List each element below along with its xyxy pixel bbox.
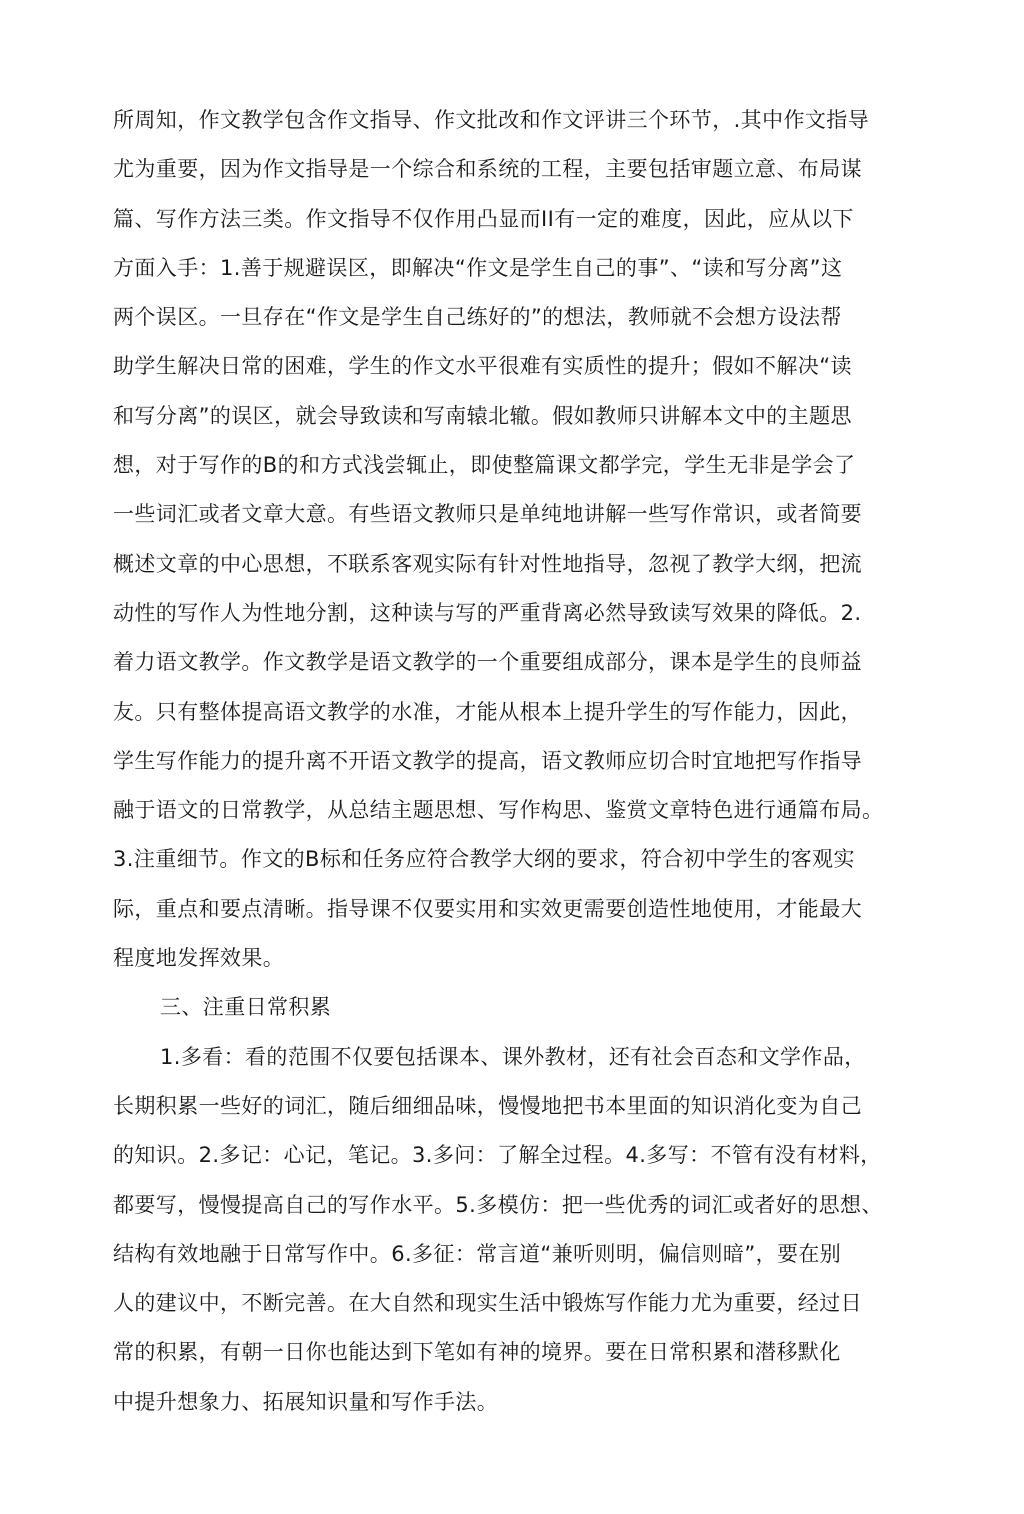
text-line: 方面入手：1.善于规避误区，即解决“作文是学生自己的事”、“读和写分离”这: [113, 255, 843, 280]
text-line: 助学生解决日常的困难，学生的作文水平很难有实质性的提升；假如不解决“读: [113, 354, 852, 379]
text-line: 和写分离”的误区，就会导致读和写南辕北辙。假如教师只讲解本文中的主题思: [113, 403, 852, 428]
text-line: 两个误区。一旦存在“作文是学生自己练好的”的想法，教师就不会想方设法帮: [113, 305, 842, 330]
text-line: 想，对于写作的B的和方式浅尝辄止，即使整篇课文都学完，学生无非是学会了: [113, 453, 856, 478]
text-line: 一些词汇或者文章大意。有些语文教师只是单纯地讲解一些写作常识，或者简要: [113, 502, 862, 527]
document-body: [113, 100, 913, 1431]
text-line: 3.注重细节。作文的B标和任务应符合教学大纲的要求，符合初中学生的客观实: [113, 847, 855, 872]
text-line: 长期积累一些好的词汇，随后细细品味，慢慢地把书本里面的知识消化变为自己: [113, 1093, 862, 1118]
text-line: 概述文章的中心思想，不联系客观实际有针对性地指导，忽视了教学大纲，把流: [113, 551, 862, 576]
text-line: 程度地发挥效果。: [113, 946, 285, 971]
text-line: 融于语文的日常教学，从总结主题思想、写作构思、鉴赏文章特色进行通篇布局。: [113, 798, 884, 823]
text-line: 1.多看：看的范围不仅要包括课本、课外教材，还有社会百态和文学作品，: [160, 1044, 866, 1069]
text-line: 友。只有整体提高语文教学的水准，才能从根本上提升学生的写作能力，因此，: [113, 699, 862, 724]
text-line: 人的建议中，不断完善。在大自然和现实生活中锻炼写作能力尤为重要，经过日: [113, 1291, 862, 1316]
text-line: 都要写，慢慢提高自己的写作水平。5.多模仿：把一些优秀的词汇或者好的思想、: [113, 1192, 883, 1217]
text-line: 学生写作能力的提升离不开语文教学的提高，语文教师应切合时宜地把写作指导: [113, 748, 862, 773]
text-line: 常的积累，有朝一日你也能达到下笔如有神的境界。要在日常积累和潜移默化: [113, 1340, 841, 1365]
text-line: 中提升想象力、拓展知识量和写作手法。: [113, 1389, 499, 1414]
text-line: 动性的写作人为性地分割，这种读与写的严重背离必然导致读写效果的降低。2.: [113, 600, 862, 625]
section-heading: 三、注重日常积累: [160, 995, 332, 1020]
text-line: 所周知，作文教学包含作文指导、作文批改和作文评讲三个环节，.其中作文指导: [113, 108, 870, 132]
text-line: 着力语文教学。作文教学是语文教学的一个重要组成部分，课本是学生的良师益: [113, 650, 862, 675]
text-line: 篇、写作方法三类。作文指导不仅作用凸显而II有一定的难度，因此，应从以下: [113, 206, 854, 231]
text-line: 的知识。2.多记：心记，笔记。3.多问：了解全过程。4.多写：不管有没有材料，: [113, 1143, 882, 1168]
text-line: 尤为重要，因为作文指导是一个综合和系统的工程，主要包括审题立意、布局谋: [113, 157, 862, 182]
text-line: 际，重点和要点清晰。指导课不仅要实用和实效更需要创造性地使用，才能最大: [113, 896, 862, 921]
text-line: 结构有效地融于日常写作中。6.多征：常言道“兼听则明，偏信则暗”，要在别: [113, 1241, 842, 1266]
